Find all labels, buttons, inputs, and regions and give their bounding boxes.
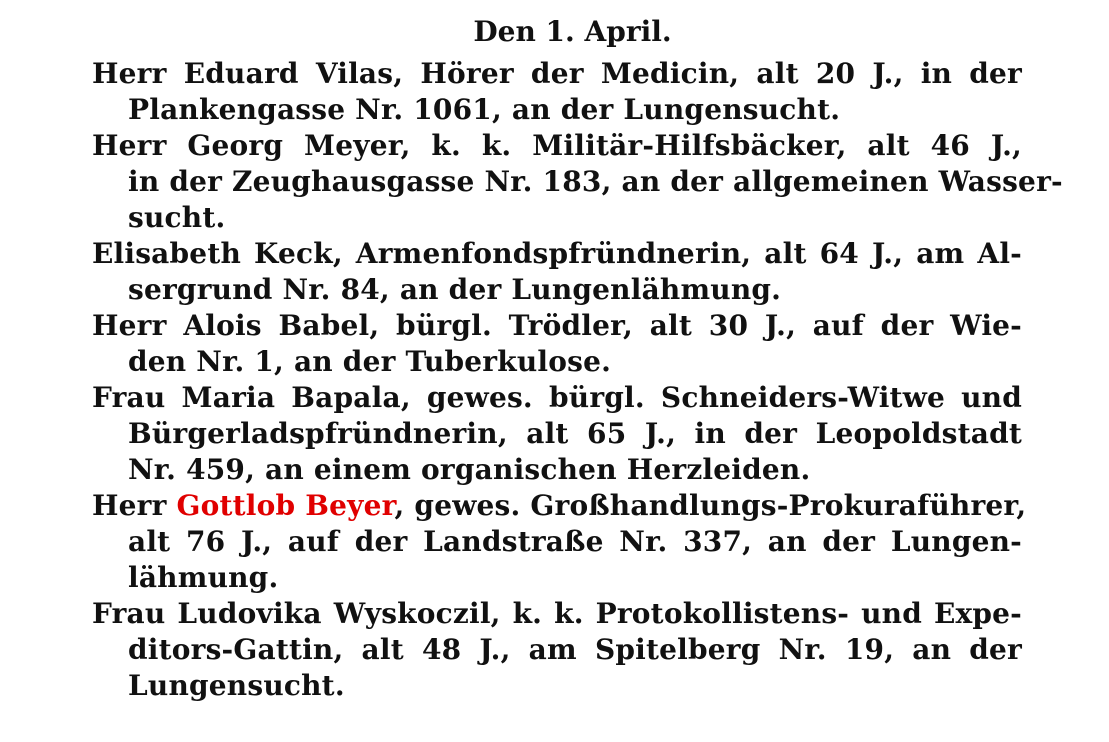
entry-prefix: Herr	[92, 489, 177, 522]
entry-line: Frau Maria Bapala, gewes. bürgl. Schneiders-Witwe und	[92, 381, 1022, 414]
entry-line: ditors-Gattin, alt 48 J., am Spitelberg Nr. 19, an der	[128, 633, 1022, 666]
entry-line: in der Zeughausgasse Nr. 183, an der allgemeinen Wasser-	[128, 165, 1063, 198]
entry-line: sergrund Nr. 84, an der Lungenlähmung.	[128, 273, 782, 306]
entry-line: Herr Georg Meyer, k. k. Militär-Hilfsbäcker, alt 46 J.,	[92, 129, 1022, 162]
entry-line: sucht.	[128, 201, 226, 234]
entry-line: lähmung.	[128, 561, 279, 594]
entry-4	[92, 308, 1022, 380]
entry-line: Nr. 459, an einem organischen Herzleiden.	[128, 453, 811, 486]
entry-3	[92, 236, 1022, 308]
entry-line: Lungensucht.	[128, 669, 345, 702]
entry-line: den Nr. 1, an der Tuberkulose.	[128, 345, 612, 378]
entry-line: Frau Ludovika Wyskoczil, k. k. Protokollistens- und Expe-	[92, 597, 1022, 630]
entry-line: Herr Alois Babel, bürgl. Trödler, alt 30 J., auf der Wie-	[92, 309, 1022, 342]
entry-6	[92, 488, 1027, 596]
highlighted-name: Gottlob Beyer	[176, 489, 395, 522]
entry-line: Plankengasse Nr. 1061, an der Lungensucht.	[128, 93, 841, 126]
entry-line: Herr Eduard Vilas, Hörer der Medicin, alt 20 J., in der	[92, 57, 1022, 90]
date-heading: Den 1. April.	[473, 15, 672, 48]
entry-2	[92, 128, 1063, 236]
entry-7	[92, 596, 1022, 704]
entry-line: Bürgerladspfründnerin, alt 65 J., in der Leopoldstadt	[128, 417, 1022, 450]
entry-1	[92, 56, 1022, 128]
entry-suffix: , gewes. Großhandlungs-Prokuraführer,	[394, 489, 1027, 522]
entry-line	[92, 488, 1027, 524]
entry-line: alt 76 J., auf der Landstraße Nr. 337, an der Lungen-	[128, 525, 1022, 558]
entry-5	[92, 380, 1022, 488]
entry-line: Elisabeth Keck, Armenfondspfründnerin, alt 64 J., am Al-	[92, 237, 1022, 270]
